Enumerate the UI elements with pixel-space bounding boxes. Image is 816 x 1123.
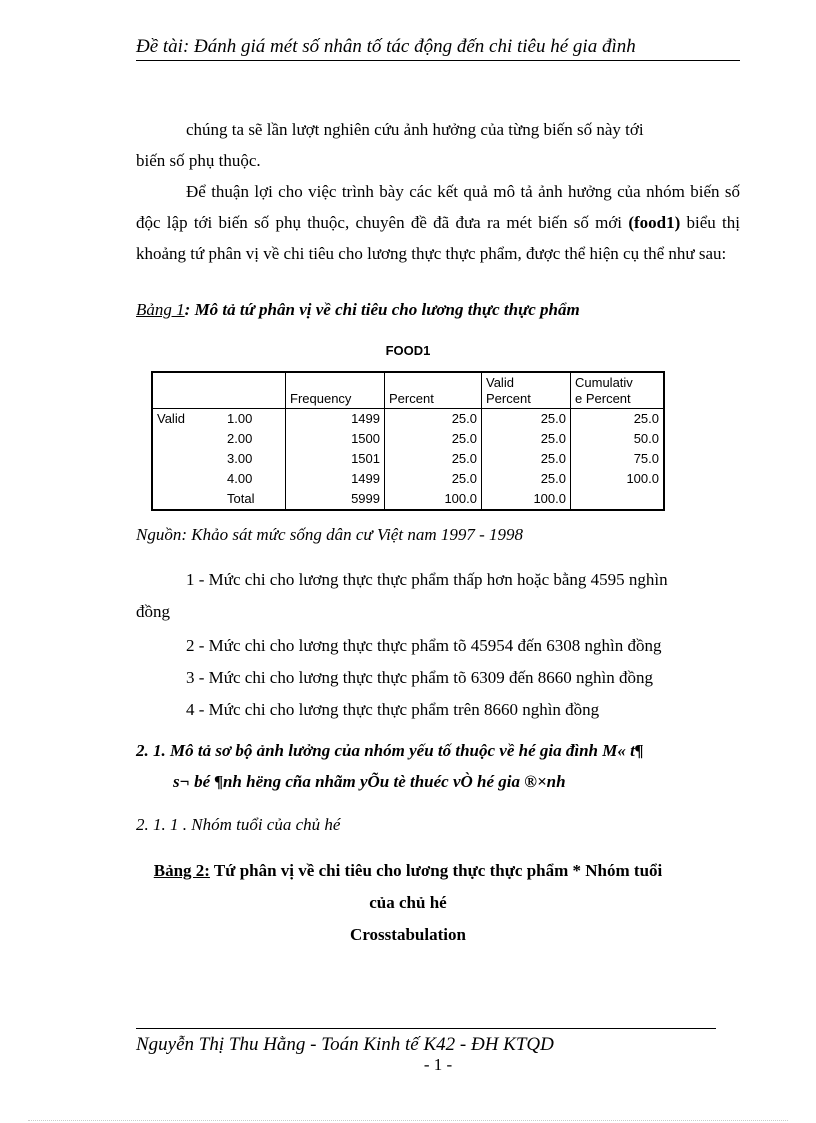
- cell-cumulative: 75.0: [571, 449, 665, 469]
- cell-percent: 25.0: [385, 409, 482, 430]
- list-item-1: 1 - Mức chi cho lương thực thực phẩm thấp hơn hoặc bằng 4595 nghìn: [186, 570, 668, 589]
- cell-cumulative: [571, 489, 665, 510]
- cell-cumulative: 100.0: [571, 469, 665, 489]
- cell-frequency: 1499: [286, 469, 385, 489]
- table-2-title-line-3: Crosstabulation: [350, 925, 466, 944]
- list-item-1-cont: đồng: [136, 602, 170, 621]
- header-valid-percent-line-2: Percent: [486, 391, 531, 406]
- header-blank-2: [225, 372, 286, 409]
- cell-cumulative: 50.0: [571, 429, 665, 449]
- header-percent: Percent: [385, 372, 482, 409]
- table-row-total: [152, 489, 664, 510]
- table-1-title: FOOD1: [385, 343, 431, 358]
- row-group-label: Valid: [157, 411, 185, 426]
- page-header: Đề tài: Đánh giá mét số nhân tố tác động đến chi tiêu hé gia đình: [136, 36, 740, 61]
- table-1-label: Bảng 1: [136, 300, 185, 319]
- cell-frequency: 5999: [286, 489, 385, 510]
- cell-valid-percent: 100.0: [482, 489, 571, 510]
- cell-valid-percent: 25.0: [482, 469, 571, 489]
- cell-frequency: 1500: [286, 429, 385, 449]
- row-label: 3.00: [227, 451, 253, 466]
- section-heading: 2. 1. Mô tả sơ bộ ảnh lưởng của nhóm yếu tố thuộc về hé gia đình M« t¶: [136, 741, 644, 760]
- row-label: 2.00: [227, 431, 253, 446]
- table-2-caption: [0, 861, 816, 881]
- variable-food1: (food1): [628, 213, 681, 232]
- header-cumulative-line-2: e Percent: [575, 391, 631, 406]
- page-number: - 1 -: [423, 1055, 453, 1074]
- paragraph-2-text: Để thuận lợi cho việc trình bày các kết quả mô tả ảnh hưởng của nhóm biến số độc lập tới biến số phụ thuộc, chuyên đề đã đưa ra mét biến số mới: [136, 182, 740, 232]
- cell-percent: 25.0: [385, 469, 482, 489]
- page-footer: Nguyễn Thị Thu Hằng - Toán Kinh tế K42 - ĐH KTQD: [136, 1034, 554, 1055]
- header-cumulative-percent: [571, 372, 665, 409]
- row-label: Total: [227, 491, 255, 506]
- cell-valid-percent: 25.0: [482, 429, 571, 449]
- paragraph-1-cont: [136, 145, 740, 176]
- cell-percent: 25.0: [385, 429, 482, 449]
- cell-percent: 100.0: [385, 489, 482, 510]
- table-row: [152, 449, 664, 469]
- cell-cumulative: 25.0: [571, 409, 665, 430]
- cell-frequency: 1501: [286, 449, 385, 469]
- section-heading-garbled: s¬ bé ¶nh hëng cña nhãm yÕu tè thuéc vÒ hé gia ®×nh: [173, 772, 566, 791]
- cell-frequency: 1499: [286, 409, 385, 430]
- table-header-row: [152, 372, 664, 409]
- header-frequency: Frequency: [286, 372, 385, 409]
- table-2-label: Bảng 2:: [153, 861, 210, 880]
- paragraph-1: [136, 114, 740, 145]
- header-cumulative-line-1: Cumulativ: [575, 375, 633, 390]
- table-2-title-line-1: Tứ phân vị về chi tiêu cho lương thực thực phẩm * Nhóm tuổi: [213, 861, 663, 880]
- table-1-source: Nguồn: Khảo sát mức sống dân cư Việt nam 1997 - 1998: [136, 525, 524, 544]
- page-bottom-border: [28, 1120, 788, 1121]
- cell-valid-percent: 25.0: [482, 449, 571, 469]
- table-row: [152, 409, 664, 430]
- list-item-4: 4 - Mức chi cho lương thực thực phẩm trên 8660 nghìn đồng: [186, 700, 600, 719]
- row-label: 1.00: [227, 411, 253, 426]
- paragraph-2: [136, 176, 740, 269]
- paragraph-2-rest: biểu thị khoảng tứ phân vị về chi tiêu cho lương thực thực phẩm, được thể hiện cụ thể như sau:: [136, 213, 741, 263]
- header-valid-percent: [482, 372, 571, 409]
- header-blank: [152, 372, 225, 409]
- paragraph-1-line-1: chúng ta sẽ lần lượt nghiên cứu ảnh hưởng của từng biến số này tới: [186, 120, 644, 139]
- table-2-title-line-2: của chủ hé: [369, 893, 447, 912]
- table-1-sep: :: [184, 300, 191, 319]
- row-label: 4.00: [227, 471, 253, 486]
- header-valid-percent-line-1: Valid: [486, 375, 514, 390]
- subsection-heading: 2. 1. 1 . Nhóm tuổi của chủ hé: [136, 815, 341, 834]
- cell-valid-percent: 25.0: [482, 409, 571, 430]
- table-row: [152, 469, 664, 489]
- table-row: [152, 429, 664, 449]
- cell-percent: 25.0: [385, 449, 482, 469]
- frequency-table: [151, 371, 665, 511]
- table-1-caption-text: Mô tả tứ phân vị về chi tiêu cho lương thực thực phẩm: [194, 300, 580, 319]
- list-item-3: 3 - Mức chi cho lương thực thực phẩm tõ 6309 đến 8660 nghìn đồng: [186, 668, 654, 687]
- list-item-2: 2 - Mức chi cho lương thực thực phẩm tõ 45954 đến 6308 nghìn đồng: [186, 636, 662, 655]
- footer-divider: [136, 1028, 716, 1029]
- paragraph-1-line-2: biến số phụ thuộc.: [136, 151, 261, 170]
- table-1-caption: [136, 300, 580, 320]
